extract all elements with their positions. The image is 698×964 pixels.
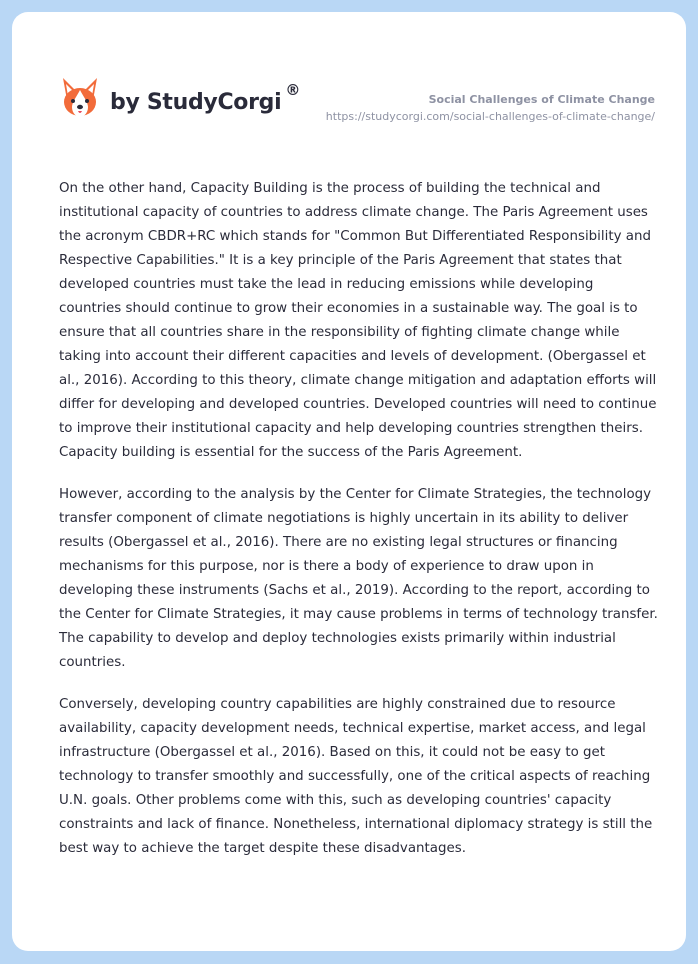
- document-meta: [326, 92, 655, 125]
- brand-name: by StudyCorgi: [110, 89, 282, 115]
- essay-body: [59, 177, 659, 879]
- document-page: [12, 12, 686, 951]
- document-url[interactable]: https://studycorgi.com/social-challenges-of-climate-change/: [325, 110, 655, 123]
- paragraph: On the other hand, Capacity Building is the process of building the technical and institutional capacity of countries to address climate change. The Paris Agreement uses the acronym CBDR+RC which stands for "Common But Differentiated Responsibility and Respective Capabilities." It is a key principle of the Paris Agreement that states that developed countries must take the lead in reducing emissions while developing countries should continue to grow their economies in a sustainable way. The goal is to ensure that all countries share in the responsibility of fighting climate change while taking into account their different capacities and levels of development. (Obergassel et al., 2016). According to this theory, climate change mitigation and adaptation efforts will differ for developing and developed countries. Developed countries will need to continue to improve their institutional capacity and help developing countries strengthen theirs. Capacity building is essential for the success of the Paris Agreement.: [59, 181, 657, 460]
- paragraph: Conversely, developing country capabilities are highly constrained due to resource availability, capacity development needs, technical expertise, market access, and legal infrastructure (Obergassel et al., 2016). Based on this, it could not be easy to get technology to transfer smoothly and successfully, one of the critical aspects of reaching U.N. goals. Other problems come with this, such as developing countries' capacity constraints and lack of finance. Nonetheless, international diplomacy strategy is still the best way to achieve the target despite these disadvantages.: [59, 697, 653, 856]
- paragraph: However, according to the analysis by the Center for Climate Strategies, the technology transfer component of climate negotiations is highly uncertain in its ability to deliver results (Obergassel et al., 2016). There are no existing legal structures or financing mechanisms for this purpose, nor is there a body of experience to draw upon in developing these instruments (Sachs et al., 2019). According to the report, according to the Center for Climate Strategies, it may cause problems in terms of technology transfer. The capability to develop and deploy technologies exists primarily within industrial countries.: [59, 487, 658, 670]
- registered-mark: ®: [285, 81, 301, 99]
- document-title: Social Challenges of Climate Change: [428, 93, 655, 106]
- page-header: [12, 12, 686, 152]
- corgi-logo-icon: [60, 76, 100, 120]
- studycorgi-logo[interactable]: [60, 76, 300, 120]
